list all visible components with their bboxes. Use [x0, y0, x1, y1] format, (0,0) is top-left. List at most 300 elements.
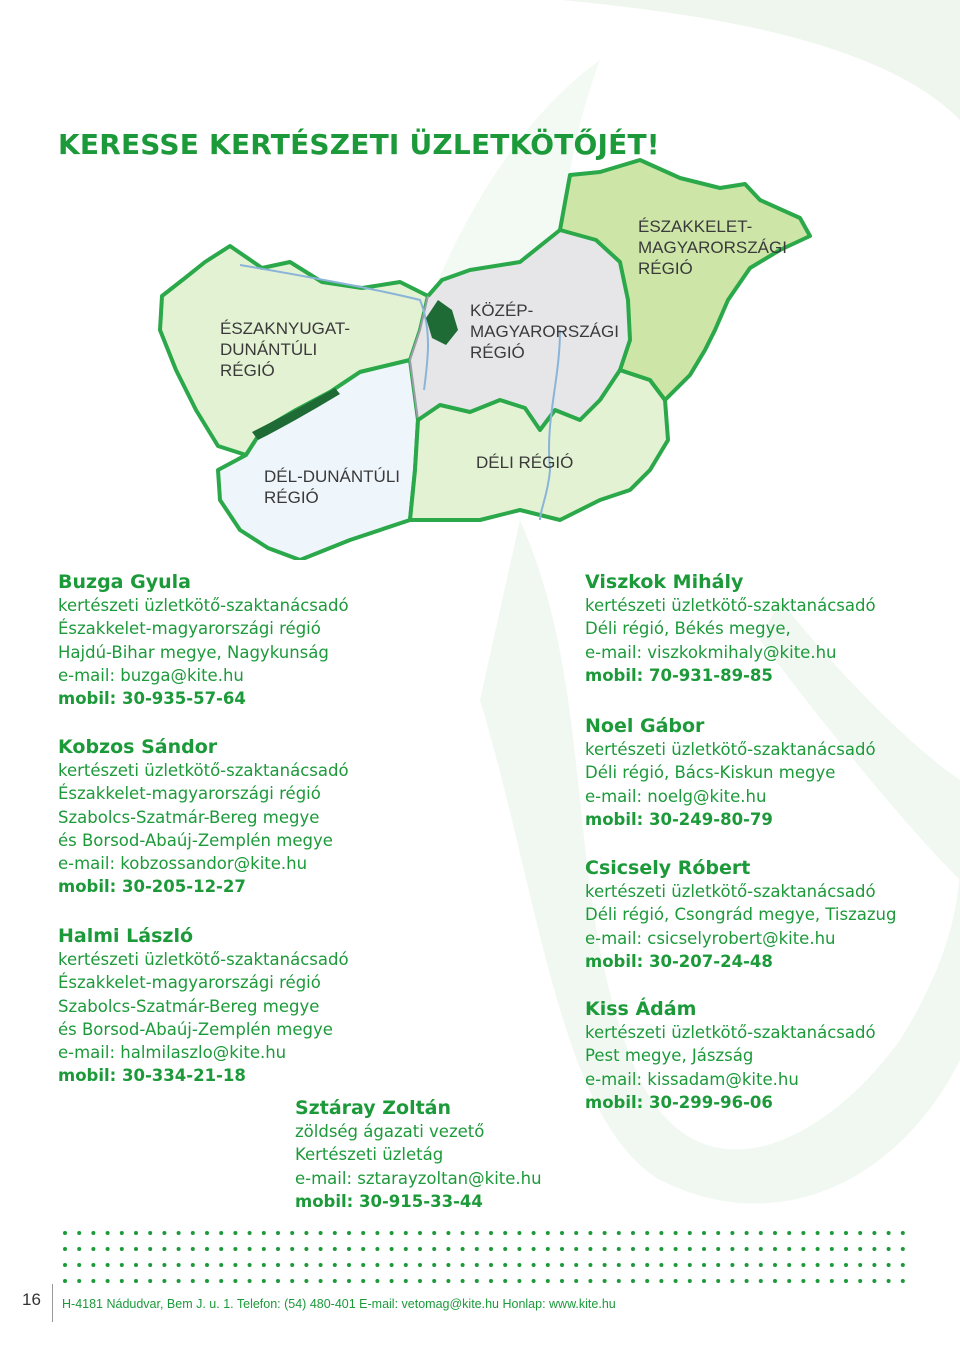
decor-dot [702, 1231, 706, 1235]
decor-dot [887, 1247, 891, 1251]
decor-dot [617, 1231, 621, 1235]
decor-dot [503, 1279, 507, 1283]
decor-dot [333, 1263, 337, 1267]
decor-dot [872, 1231, 876, 1235]
decor-dot [63, 1231, 67, 1235]
label-deli: DÉLI RÉGIÓ [476, 453, 574, 472]
decor-dot [120, 1231, 124, 1235]
decor-dot [177, 1231, 181, 1235]
decor-dot [262, 1231, 266, 1235]
decor-dot [262, 1279, 266, 1283]
decor-dot [404, 1263, 408, 1267]
decor-dot [503, 1231, 507, 1235]
decor-dot [659, 1247, 663, 1251]
decor-dot [475, 1279, 479, 1283]
contact-line: kertészeti üzletkötő-szaktanácsadó [585, 596, 876, 615]
decor-dot [858, 1247, 862, 1251]
decor-dot [304, 1279, 308, 1283]
contact-name: Sztáray Zoltán [295, 1097, 452, 1119]
contact-line: Déli régió, Bács-Kiskun megye [585, 763, 836, 783]
decor-dot [63, 1263, 67, 1267]
contact-line: Déli régió, Békés megye, [585, 619, 791, 639]
dot-pattern-decoration [62, 1228, 912, 1286]
decor-dot [120, 1247, 124, 1251]
decor-dot [858, 1279, 862, 1283]
decor-dot [489, 1247, 493, 1251]
decor-dot [248, 1247, 252, 1251]
decor-dot [148, 1231, 152, 1235]
decor-dot [375, 1263, 379, 1267]
decor-dot [887, 1231, 891, 1235]
decor-dot [730, 1231, 734, 1235]
decor-dot [148, 1247, 152, 1251]
footer-contact-line: H-4181 Nádudvar, Bem J. u. 1. Telefon: (54) 480-401 E-mail: vetomag@kite.hu Honlap: www.kite.hu [62, 1297, 616, 1311]
decor-dot [588, 1247, 592, 1251]
decor-dot [319, 1279, 323, 1283]
contact-line: kertészeti üzletkötő-szaktanácsadó [585, 882, 876, 901]
contact-line: Hajdú-Bihar megye, Nagykunság [58, 642, 329, 662]
decor-dot [532, 1263, 536, 1267]
decor-dot [390, 1231, 394, 1235]
contact-line: kertészeti üzletkötő-szaktanácsadó [585, 1023, 876, 1042]
contact-line: kertészeti üzletkötő-szaktanácsadó [58, 596, 349, 615]
decor-dot [830, 1279, 834, 1283]
decor-dot [787, 1231, 791, 1235]
decor-dot [773, 1263, 777, 1267]
decor-dot [262, 1263, 266, 1267]
decor-dot [276, 1231, 280, 1235]
decor-dot [588, 1279, 592, 1283]
decor-dot [659, 1279, 663, 1283]
decor-dot [517, 1231, 521, 1235]
decor-dot [219, 1247, 223, 1251]
contact-line: Északkelet-magyarországi régió [58, 619, 321, 639]
decor-dot [574, 1247, 578, 1251]
decor-dot [674, 1263, 678, 1267]
contact-name: Noel Gábor [585, 715, 705, 737]
decor-dot [361, 1263, 365, 1267]
decor-dot [773, 1231, 777, 1235]
decor-dot [560, 1247, 564, 1251]
contact-email: e-mail: halmilaszlo@kite.hu [58, 1043, 287, 1063]
decor-dot [816, 1279, 820, 1283]
decor-dot [659, 1263, 663, 1267]
decor-dot [887, 1263, 891, 1267]
decor-dot [688, 1247, 692, 1251]
decor-dot [262, 1247, 266, 1251]
contact-name: Viszkok Mihály [585, 571, 744, 593]
decor-dot [844, 1231, 848, 1235]
decor-dot [347, 1231, 351, 1235]
decor-dot [432, 1247, 436, 1251]
decor-dot [560, 1231, 564, 1235]
decor-dot [603, 1231, 607, 1235]
decor-dot [645, 1263, 649, 1267]
contact-line: kertészeti üzletkötő-szaktanácsadó [58, 761, 349, 780]
decor-dot [901, 1231, 905, 1235]
contact-line: Északkelet-magyarországi régió [58, 784, 321, 804]
decor-dot [77, 1279, 81, 1283]
decor-dot [674, 1247, 678, 1251]
contact-line: Pest megye, Jászság [585, 1046, 754, 1066]
decor-dot [418, 1263, 422, 1267]
decor-dot [461, 1247, 465, 1251]
decor-dot [816, 1231, 820, 1235]
contact-email: e-mail: kissadam@kite.hu [585, 1069, 799, 1089]
decor-dot [134, 1247, 138, 1251]
decor-dot [730, 1263, 734, 1267]
decor-dot [489, 1231, 493, 1235]
decor-dot [730, 1247, 734, 1251]
contact-noel [585, 714, 876, 831]
page-number: 16 [22, 1290, 41, 1309]
decor-dot [248, 1263, 252, 1267]
decor-dot [276, 1247, 280, 1251]
decor-dot [205, 1279, 209, 1283]
decor-dot [106, 1247, 110, 1251]
decor-dot [177, 1263, 181, 1267]
decor-dot [361, 1247, 365, 1251]
decor-dot [603, 1247, 607, 1251]
decor-dot [276, 1279, 280, 1283]
decor-dot [517, 1247, 521, 1251]
decor-dot [674, 1279, 678, 1283]
label-kozep: KÖZÉP- MAGYARORSZÁGI RÉGIÓ [470, 301, 619, 362]
decor-dot [446, 1263, 450, 1267]
decor-dot [872, 1279, 876, 1283]
decor-dot [716, 1231, 720, 1235]
decor-dot [347, 1247, 351, 1251]
decor-dot [659, 1231, 663, 1235]
decor-dot [560, 1279, 564, 1283]
decor-dot [191, 1279, 195, 1283]
contact-mobile: mobil: 30-935-57-64 [58, 689, 246, 709]
decor-dot [276, 1263, 280, 1267]
decor-dot [162, 1263, 166, 1267]
decor-dot [702, 1279, 706, 1283]
decor-dot [759, 1247, 763, 1251]
contact-sztaray [295, 1096, 542, 1213]
decor-dot [688, 1279, 692, 1283]
contact-mobile: mobil: 30-207-24-48 [585, 951, 773, 971]
decor-dot [134, 1279, 138, 1283]
contact-kobzos [58, 735, 349, 899]
decor-dot [446, 1231, 450, 1235]
decor-dot [745, 1231, 749, 1235]
decor-dot [475, 1247, 479, 1251]
decor-dot [674, 1231, 678, 1235]
decor-dot [63, 1247, 67, 1251]
decor-dot [248, 1279, 252, 1283]
decor-dot [191, 1231, 195, 1235]
decor-dot [844, 1263, 848, 1267]
decor-dot [290, 1263, 294, 1267]
decor-dot [418, 1247, 422, 1251]
decor-dot [801, 1263, 805, 1267]
decor-dot [645, 1247, 649, 1251]
decor-dot [517, 1263, 521, 1267]
decor-dot [361, 1231, 365, 1235]
decor-dot [120, 1279, 124, 1283]
decor-dot [631, 1263, 635, 1267]
contact-email: e-mail: buzga@kite.hu [58, 665, 244, 685]
contact-name: Kiss Ádám [585, 998, 697, 1020]
decor-dot [390, 1279, 394, 1283]
decor-dot [588, 1263, 592, 1267]
contact-halmi [58, 924, 349, 1088]
decor-dot [120, 1263, 124, 1267]
contact-kiss [585, 997, 876, 1114]
contact-line: Szabolcs-Szatmár-Bereg megye [58, 996, 320, 1016]
contact-email: e-mail: noelg@kite.hu [585, 786, 767, 806]
contact-line: kertészeti üzletkötő-szaktanácsadó [585, 740, 876, 759]
decor-dot [290, 1247, 294, 1251]
decor-dot [546, 1263, 550, 1267]
decor-dot [418, 1231, 422, 1235]
decor-dot [745, 1279, 749, 1283]
decor-dot [532, 1231, 536, 1235]
decor-dot [219, 1231, 223, 1235]
contact-mobile: mobil: 30-915-33-44 [295, 1191, 483, 1211]
decor-dot [461, 1231, 465, 1235]
decor-dot [716, 1279, 720, 1283]
decor-dot [361, 1279, 365, 1283]
contact-name: Buzga Gyula [58, 571, 191, 593]
decor-dot [404, 1247, 408, 1251]
decor-dot [390, 1263, 394, 1267]
contact-email: e-mail: csicselyrobert@kite.hu [585, 928, 836, 948]
decor-dot [290, 1231, 294, 1235]
decor-dot [603, 1263, 607, 1267]
decor-dot [304, 1247, 308, 1251]
decor-dot [91, 1247, 95, 1251]
decor-dot [432, 1263, 436, 1267]
decor-dot [205, 1247, 209, 1251]
decor-dot [319, 1247, 323, 1251]
decor-dot [872, 1263, 876, 1267]
decor-dot [77, 1247, 81, 1251]
decor-dot [162, 1247, 166, 1251]
contact-name: Kobzos Sándor [58, 736, 218, 758]
decor-dot [759, 1263, 763, 1267]
decor-dot [347, 1279, 351, 1283]
decor-dot [816, 1247, 820, 1251]
decor-dot [759, 1231, 763, 1235]
decor-dot [219, 1263, 223, 1267]
decor-dot [177, 1279, 181, 1283]
contact-line: Kertészeti üzletág [295, 1145, 444, 1165]
decor-dot [503, 1263, 507, 1267]
decor-dot [844, 1279, 848, 1283]
page-divider [52, 1284, 53, 1322]
decor-dot [830, 1247, 834, 1251]
decor-dot [716, 1263, 720, 1267]
decor-dot [63, 1279, 67, 1283]
decor-dot [233, 1231, 237, 1235]
contact-line: Déli régió, Csongrád megye, Tiszazug [585, 905, 897, 925]
contact-line: és Borsod-Abaúj-Zemplén megye [58, 830, 333, 850]
decor-dot [517, 1279, 521, 1283]
decor-dot [503, 1247, 507, 1251]
contact-email: e-mail: kobzossandor@kite.hu [58, 854, 308, 874]
decor-dot [475, 1263, 479, 1267]
decor-dot [461, 1279, 465, 1283]
decor-dot [816, 1263, 820, 1267]
contact-line: Szabolcs-Szatmár-Bereg megye [58, 807, 320, 827]
decor-dot [574, 1231, 578, 1235]
decor-dot [901, 1279, 905, 1283]
decor-dot [106, 1231, 110, 1235]
decor-dot [617, 1263, 621, 1267]
decor-dot [191, 1263, 195, 1267]
decor-dot [887, 1279, 891, 1283]
decor-dot [446, 1279, 450, 1283]
region-map [0, 0, 960, 560]
decor-dot [319, 1263, 323, 1267]
decor-dot [304, 1231, 308, 1235]
decor-dot [219, 1279, 223, 1283]
decor-dot [432, 1231, 436, 1235]
decor-dot [631, 1247, 635, 1251]
decor-dot [106, 1263, 110, 1267]
decor-dot [461, 1263, 465, 1267]
decor-dot [106, 1279, 110, 1283]
contact-buzga [58, 570, 349, 710]
decor-dot [489, 1263, 493, 1267]
decor-dot [631, 1231, 635, 1235]
decor-dot [177, 1247, 181, 1251]
label-deldunantul: DÉL-DUNÁNTÚLI RÉGIÓ [264, 467, 401, 507]
decor-dot [730, 1279, 734, 1283]
label-eszaknyugat: ÉSZAKNYUGAT- DUNÁNTÚLI RÉGIÓ [220, 319, 351, 380]
decor-dot [375, 1231, 379, 1235]
contact-csicsely [585, 856, 896, 973]
decor-dot [617, 1247, 621, 1251]
page-title: KERESSE KERTÉSZETI ÜZLETKÖTŐJÉT! [58, 128, 660, 161]
decor-dot [901, 1247, 905, 1251]
decor-dot [773, 1247, 777, 1251]
decor-dot [716, 1247, 720, 1251]
decor-dot [801, 1231, 805, 1235]
decor-dot [546, 1231, 550, 1235]
decor-dot [872, 1247, 876, 1251]
decor-dot [489, 1279, 493, 1283]
decor-dot [77, 1263, 81, 1267]
decor-dot [162, 1279, 166, 1283]
decor-dot [77, 1231, 81, 1235]
label-eszakkelet: ÉSZAKKELET- MAGYARORSZÁGI RÉGIÓ [638, 217, 787, 278]
decor-dot [702, 1263, 706, 1267]
decor-dot [404, 1279, 408, 1283]
decor-dot [205, 1263, 209, 1267]
decor-dot [134, 1263, 138, 1267]
decor-dot [574, 1263, 578, 1267]
contact-mobile: mobil: 30-205-12-27 [58, 877, 246, 897]
decor-dot [418, 1279, 422, 1283]
decor-dot [617, 1279, 621, 1283]
decor-dot [787, 1247, 791, 1251]
decor-dot [688, 1263, 692, 1267]
contact-email: e-mail: viszkokmihaly@kite.hu [585, 642, 837, 662]
decor-dot [858, 1263, 862, 1267]
decor-dot [91, 1263, 95, 1267]
decor-dot [347, 1263, 351, 1267]
contact-name: Halmi László [58, 925, 194, 947]
decor-dot [290, 1279, 294, 1283]
contact-mobile: mobil: 30-299-96-06 [585, 1092, 773, 1112]
decor-dot [787, 1263, 791, 1267]
contact-line: zöldség ágazati vezető [295, 1122, 485, 1141]
decor-dot [333, 1231, 337, 1235]
decor-dot [773, 1279, 777, 1283]
decor-dot [745, 1247, 749, 1251]
contact-email: e-mail: sztarayzoltan@kite.hu [295, 1168, 542, 1188]
decor-dot [191, 1247, 195, 1251]
decor-dot [233, 1279, 237, 1283]
decor-dot [688, 1231, 692, 1235]
decor-dot [91, 1231, 95, 1235]
decor-dot [432, 1279, 436, 1283]
decor-dot [702, 1247, 706, 1251]
contact-viszkok [585, 570, 876, 687]
decor-dot [404, 1231, 408, 1235]
decor-dot [759, 1279, 763, 1283]
decor-dot [830, 1231, 834, 1235]
decor-dot [375, 1247, 379, 1251]
contact-name: Csicsely Róbert [585, 857, 751, 879]
decor-dot [745, 1263, 749, 1267]
decor-dot [801, 1247, 805, 1251]
decor-dot [134, 1231, 138, 1235]
decor-dot [333, 1247, 337, 1251]
decor-dot [304, 1263, 308, 1267]
decor-dot [148, 1279, 152, 1283]
decor-dot [233, 1247, 237, 1251]
decor-dot [532, 1247, 536, 1251]
contact-line: Északkelet-magyarországi régió [58, 973, 321, 993]
decor-dot [375, 1279, 379, 1283]
contact-line: és Borsod-Abaúj-Zemplén megye [58, 1019, 333, 1039]
decor-dot [233, 1263, 237, 1267]
decor-dot [148, 1263, 152, 1267]
contact-mobile: mobil: 30-334-21-18 [58, 1066, 246, 1086]
decor-dot [390, 1247, 394, 1251]
decor-dot [588, 1231, 592, 1235]
decor-dot [333, 1279, 337, 1283]
decor-dot [574, 1279, 578, 1283]
decor-dot [91, 1279, 95, 1283]
decor-dot [631, 1279, 635, 1283]
contact-line: kertészeti üzletkötő-szaktanácsadó [58, 950, 349, 969]
decor-dot [446, 1247, 450, 1251]
decor-dot [844, 1247, 848, 1251]
decor-dot [546, 1247, 550, 1251]
decor-dot [475, 1231, 479, 1235]
contact-mobile: mobil: 30-249-80-79 [585, 809, 773, 829]
contact-mobile: mobil: 70-931-89-85 [585, 665, 773, 685]
decor-dot [603, 1279, 607, 1283]
decor-dot [162, 1231, 166, 1235]
decor-dot [787, 1279, 791, 1283]
decor-dot [858, 1231, 862, 1235]
decor-dot [319, 1231, 323, 1235]
decor-dot [546, 1279, 550, 1283]
decor-dot [801, 1279, 805, 1283]
decor-dot [901, 1263, 905, 1267]
decor-dot [532, 1279, 536, 1283]
decor-dot [560, 1263, 564, 1267]
decor-dot [645, 1279, 649, 1283]
